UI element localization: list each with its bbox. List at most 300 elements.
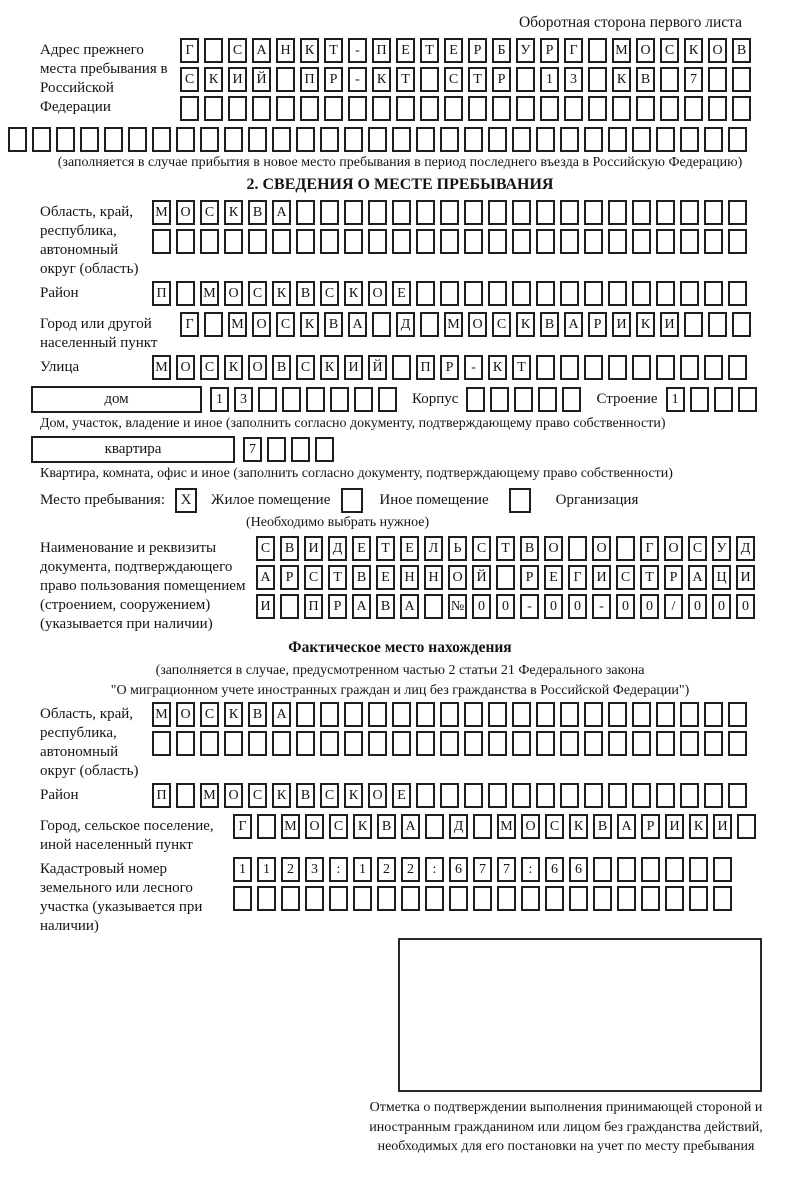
char-cell[interactable]: Р [324,67,343,92]
char-cell[interactable] [608,200,627,225]
char-cell[interactable]: 0 [688,594,707,619]
char-cell[interactable] [708,96,727,121]
char-cell[interactable]: К [300,312,319,337]
char-cell[interactable]: Д [736,536,755,561]
char-cell[interactable] [732,312,751,337]
char-cell[interactable] [636,96,655,121]
char-cell[interactable] [656,783,675,808]
char-cell[interactable] [420,67,439,92]
char-cell[interactable] [680,200,699,225]
char-cell[interactable] [440,281,459,306]
char-cell[interactable] [420,96,439,121]
char-cell[interactable] [488,200,507,225]
char-cell[interactable]: К [684,38,703,63]
char-cell[interactable]: О [448,565,467,590]
char-cell[interactable] [80,127,99,152]
char-cell[interactable] [200,731,219,756]
char-cell[interactable]: П [300,67,319,92]
char-cell[interactable] [516,67,535,92]
char-cell[interactable] [440,200,459,225]
char-cell[interactable] [368,127,387,152]
char-cell[interactable] [272,731,291,756]
char-cell[interactable] [560,229,579,254]
char-cell[interactable] [689,886,708,911]
char-cell[interactable]: Г [564,38,583,63]
char-cell[interactable] [152,731,171,756]
char-cell[interactable]: Й [472,565,491,590]
char-cell[interactable] [684,96,703,121]
char-cell[interactable]: К [272,281,291,306]
char-cell[interactable] [296,200,315,225]
char-cell[interactable]: А [252,38,271,63]
char-cell[interactable] [204,38,223,63]
char-cell[interactable]: М [612,38,631,63]
char-cell[interactable]: П [372,38,391,63]
char-cell[interactable] [584,355,603,380]
char-cell[interactable] [152,229,171,254]
char-cell[interactable] [713,886,732,911]
char-cell[interactable] [492,96,511,121]
char-cell[interactable] [665,857,684,882]
char-cell[interactable]: И [228,67,247,92]
char-cell[interactable]: - [520,594,539,619]
char-cell[interactable] [632,200,651,225]
char-cell[interactable] [248,127,267,152]
char-cell[interactable] [424,594,443,619]
char-cell[interactable]: 3 [305,857,324,882]
char-cell[interactable]: А [617,814,636,839]
char-cell[interactable]: О [176,200,195,225]
char-cell[interactable] [588,67,607,92]
char-cell[interactable] [728,783,747,808]
char-cell[interactable]: О [368,783,387,808]
char-cell[interactable]: С [545,814,564,839]
char-cell[interactable] [560,731,579,756]
char-cell[interactable]: Н [400,565,419,590]
char-cell[interactable]: : [329,857,348,882]
char-cell[interactable]: А [564,312,583,337]
char-cell[interactable] [320,702,339,727]
char-cell[interactable] [416,702,435,727]
char-cell[interactable] [704,731,723,756]
char-cell[interactable]: Т [640,565,659,590]
char-cell[interactable] [464,229,483,254]
char-cell[interactable] [440,229,459,254]
char-cell[interactable] [464,783,483,808]
char-cell[interactable]: В [280,536,299,561]
char-cell[interactable] [714,387,733,412]
char-cell[interactable] [512,229,531,254]
char-cell[interactable] [728,355,747,380]
char-cell[interactable] [569,886,588,911]
char-cell[interactable] [258,387,277,412]
char-cell[interactable] [708,67,727,92]
char-cell[interactable]: Б [492,38,511,63]
char-cell[interactable]: М [152,355,171,380]
char-cell[interactable]: 0 [496,594,515,619]
char-cell[interactable]: М [444,312,463,337]
char-cell[interactable]: Р [520,565,539,590]
char-cell[interactable]: У [516,38,535,63]
char-cell[interactable]: Е [352,536,371,561]
char-cell[interactable] [296,702,315,727]
char-cell[interactable]: Р [440,355,459,380]
char-cell[interactable]: Г [180,312,199,337]
char-cell[interactable] [248,229,267,254]
char-cell[interactable] [152,127,171,152]
char-cell[interactable]: С [296,355,315,380]
char-cell[interactable]: О [544,536,563,561]
char-cell[interactable] [176,281,195,306]
char-cell[interactable]: С [688,536,707,561]
char-cell[interactable]: Е [392,281,411,306]
char-cell[interactable] [248,731,267,756]
char-cell[interactable]: М [228,312,247,337]
char-cell[interactable] [488,731,507,756]
char-cell[interactable]: О [248,355,267,380]
char-cell[interactable]: О [592,536,611,561]
apartment-type-box[interactable]: квартира [31,436,235,463]
char-cell[interactable] [281,886,300,911]
char-cell[interactable]: 0 [736,594,755,619]
char-cell[interactable] [608,783,627,808]
char-cell[interactable] [680,281,699,306]
char-cell[interactable] [728,702,747,727]
char-cell[interactable]: К [272,783,291,808]
char-cell[interactable] [584,731,603,756]
char-cell[interactable]: П [304,594,323,619]
char-cell[interactable]: О [252,312,271,337]
char-cell[interactable] [368,702,387,727]
char-cell[interactable]: - [592,594,611,619]
char-cell[interactable]: О [708,38,727,63]
char-cell[interactable] [176,783,195,808]
char-cell[interactable]: 0 [712,594,731,619]
char-cell[interactable] [329,886,348,911]
char-cell[interactable] [732,96,751,121]
char-cell[interactable] [320,200,339,225]
house-type-box[interactable]: дом [31,386,202,413]
char-cell[interactable]: Л [424,536,443,561]
char-cell[interactable] [416,200,435,225]
char-cell[interactable] [354,387,373,412]
char-cell[interactable]: 2 [281,857,300,882]
char-cell[interactable] [104,127,123,152]
char-cell[interactable] [617,886,636,911]
char-cell[interactable] [464,200,483,225]
char-cell[interactable] [496,565,515,590]
char-cell[interactable] [704,200,723,225]
char-cell[interactable] [536,783,555,808]
char-cell[interactable]: Д [449,814,468,839]
char-cell[interactable] [272,229,291,254]
char-cell[interactable]: 7 [473,857,492,882]
char-cell[interactable] [632,127,651,152]
char-cell[interactable] [320,127,339,152]
char-cell[interactable]: 3 [234,387,253,412]
char-cell[interactable]: И [256,594,275,619]
char-cell[interactable] [128,127,147,152]
char-cell[interactable] [330,387,349,412]
char-cell[interactable]: - [464,355,483,380]
char-cell[interactable]: 2 [377,857,396,882]
char-cell[interactable]: Е [544,565,563,590]
char-cell[interactable] [560,200,579,225]
char-cell[interactable] [588,96,607,121]
char-cell[interactable]: А [400,594,419,619]
char-cell[interactable] [728,281,747,306]
char-cell[interactable] [466,387,485,412]
char-cell[interactable] [680,702,699,727]
char-cell[interactable]: И [713,814,732,839]
char-cell[interactable] [306,387,325,412]
char-cell[interactable] [512,731,531,756]
char-cell[interactable]: А [352,594,371,619]
char-cell[interactable] [488,702,507,727]
char-cell[interactable]: О [664,536,683,561]
char-cell[interactable] [401,886,420,911]
char-cell[interactable] [444,96,463,121]
char-cell[interactable]: В [377,814,396,839]
char-cell[interactable]: Т [496,536,515,561]
char-cell[interactable] [732,67,751,92]
char-cell[interactable]: 7 [684,67,703,92]
char-cell[interactable] [224,127,243,152]
char-cell[interactable] [296,127,315,152]
char-cell[interactable]: 0 [544,594,563,619]
char-cell[interactable] [660,96,679,121]
char-cell[interactable] [680,229,699,254]
char-cell[interactable]: М [281,814,300,839]
char-cell[interactable] [368,229,387,254]
char-cell[interactable] [632,783,651,808]
char-cell[interactable] [420,312,439,337]
char-cell[interactable] [416,127,435,152]
char-cell[interactable] [464,702,483,727]
char-cell[interactable] [608,731,627,756]
char-cell[interactable]: В [636,67,655,92]
char-cell[interactable] [272,127,291,152]
char-cell[interactable]: Т [512,355,531,380]
char-cell[interactable]: Р [468,38,487,63]
char-cell[interactable] [560,702,579,727]
char-cell[interactable] [713,857,732,882]
char-cell[interactable]: Ц [712,565,731,590]
char-cell[interactable] [617,857,636,882]
char-cell[interactable]: С [256,536,275,561]
char-cell[interactable] [497,886,516,911]
char-cell[interactable]: Й [368,355,387,380]
char-cell[interactable] [536,702,555,727]
char-cell[interactable]: 7 [497,857,516,882]
char-cell[interactable] [280,594,299,619]
char-cell[interactable]: В [296,281,315,306]
char-cell[interactable]: Т [396,67,415,92]
char-cell[interactable]: С [660,38,679,63]
char-cell[interactable]: Р [588,312,607,337]
char-cell[interactable] [608,229,627,254]
char-cell[interactable] [684,312,703,337]
char-cell[interactable] [464,281,483,306]
char-cell[interactable]: К [204,67,223,92]
char-cell[interactable]: Н [276,38,295,63]
char-cell[interactable] [512,127,531,152]
char-cell[interactable] [584,783,603,808]
char-cell[interactable] [584,281,603,306]
char-cell[interactable]: 0 [568,594,587,619]
char-cell[interactable] [440,783,459,808]
char-cell[interactable] [224,229,243,254]
char-cell[interactable] [560,355,579,380]
char-cell[interactable]: О [224,281,243,306]
char-cell[interactable]: И [660,312,679,337]
char-cell[interactable] [608,355,627,380]
char-cell[interactable]: Е [376,565,395,590]
char-cell[interactable] [690,387,709,412]
char-cell[interactable]: С [329,814,348,839]
char-cell[interactable] [632,731,651,756]
char-cell[interactable] [425,886,444,911]
char-cell[interactable]: С [304,565,323,590]
char-cell[interactable]: В [296,783,315,808]
char-cell[interactable] [200,229,219,254]
char-cell[interactable] [320,229,339,254]
char-cell[interactable] [512,200,531,225]
char-cell[interactable] [584,702,603,727]
char-cell[interactable] [378,387,397,412]
char-cell[interactable]: К [689,814,708,839]
char-cell[interactable] [392,731,411,756]
char-cell[interactable]: Р [492,67,511,92]
char-cell[interactable]: С [248,783,267,808]
char-cell[interactable] [632,702,651,727]
char-cell[interactable]: М [200,281,219,306]
char-cell[interactable] [490,387,509,412]
char-cell[interactable] [488,127,507,152]
char-cell[interactable]: П [416,355,435,380]
char-cell[interactable] [344,200,363,225]
char-cell[interactable] [416,229,435,254]
char-cell[interactable]: 0 [472,594,491,619]
char-cell[interactable] [656,702,675,727]
char-cell[interactable] [593,857,612,882]
char-cell[interactable]: К [569,814,588,839]
char-cell[interactable] [320,731,339,756]
char-cell[interactable] [728,127,747,152]
char-cell[interactable] [616,536,635,561]
char-cell[interactable] [536,127,555,152]
char-cell[interactable] [540,96,559,121]
char-cell[interactable] [344,127,363,152]
char-cell[interactable]: С [444,67,463,92]
char-cell[interactable] [738,387,757,412]
char-cell[interactable]: А [272,702,291,727]
char-cell[interactable] [608,702,627,727]
char-cell[interactable] [660,67,679,92]
char-cell[interactable] [656,229,675,254]
char-cell[interactable] [521,886,540,911]
char-cell[interactable]: Е [392,783,411,808]
char-cell[interactable]: : [521,857,540,882]
char-cell[interactable] [641,886,660,911]
char-cell[interactable]: И [304,536,323,561]
char-cell[interactable] [468,96,487,121]
char-cell[interactable] [176,127,195,152]
char-cell[interactable] [228,96,247,121]
char-cell[interactable] [416,731,435,756]
char-cell[interactable]: С [616,565,635,590]
char-cell[interactable] [252,96,271,121]
char-cell[interactable]: О [305,814,324,839]
char-cell[interactable] [560,127,579,152]
char-cell[interactable] [512,702,531,727]
char-cell[interactable] [180,96,199,121]
char-cell[interactable]: К [516,312,535,337]
char-cell[interactable]: Г [640,536,659,561]
char-cell[interactable] [368,731,387,756]
char-cell[interactable]: Г [180,38,199,63]
char-cell[interactable]: : [425,857,444,882]
char-cell[interactable]: О [368,281,387,306]
char-cell[interactable]: 1 [210,387,229,412]
char-cell[interactable] [204,312,223,337]
char-cell[interactable]: Г [233,814,252,839]
char-cell[interactable]: 1 [257,857,276,882]
char-cell[interactable] [584,229,603,254]
char-cell[interactable]: О [636,38,655,63]
char-cell[interactable] [224,731,243,756]
char-cell[interactable] [473,814,492,839]
char-cell[interactable] [368,200,387,225]
char-cell[interactable]: О [224,783,243,808]
char-cell[interactable]: С [320,281,339,306]
char-cell[interactable] [656,127,675,152]
char-cell[interactable]: К [488,355,507,380]
char-cell[interactable]: В [540,312,559,337]
checkbox-other-premises[interactable] [341,488,363,513]
char-cell[interactable] [267,437,286,462]
char-cell[interactable]: Д [328,536,347,561]
char-cell[interactable] [200,127,219,152]
char-cell[interactable]: М [152,200,171,225]
char-cell[interactable] [344,229,363,254]
char-cell[interactable] [425,814,444,839]
char-cell[interactable]: № [448,594,467,619]
char-cell[interactable]: 6 [569,857,588,882]
char-cell[interactable]: Р [641,814,660,839]
char-cell[interactable] [588,38,607,63]
char-cell[interactable] [704,281,723,306]
char-cell[interactable]: К [224,355,243,380]
char-cell[interactable] [440,702,459,727]
char-cell[interactable] [568,536,587,561]
char-cell[interactable]: 1 [540,67,559,92]
char-cell[interactable]: Т [324,38,343,63]
char-cell[interactable] [204,96,223,121]
char-cell[interactable] [488,229,507,254]
char-cell[interactable]: О [176,355,195,380]
char-cell[interactable]: К [224,702,243,727]
char-cell[interactable]: И [592,565,611,590]
char-cell[interactable] [449,886,468,911]
char-cell[interactable] [377,886,396,911]
char-cell[interactable]: С [472,536,491,561]
char-cell[interactable] [689,857,708,882]
char-cell[interactable] [344,702,363,727]
char-cell[interactable] [593,886,612,911]
char-cell[interactable]: Р [664,565,683,590]
char-cell[interactable]: П [152,783,171,808]
